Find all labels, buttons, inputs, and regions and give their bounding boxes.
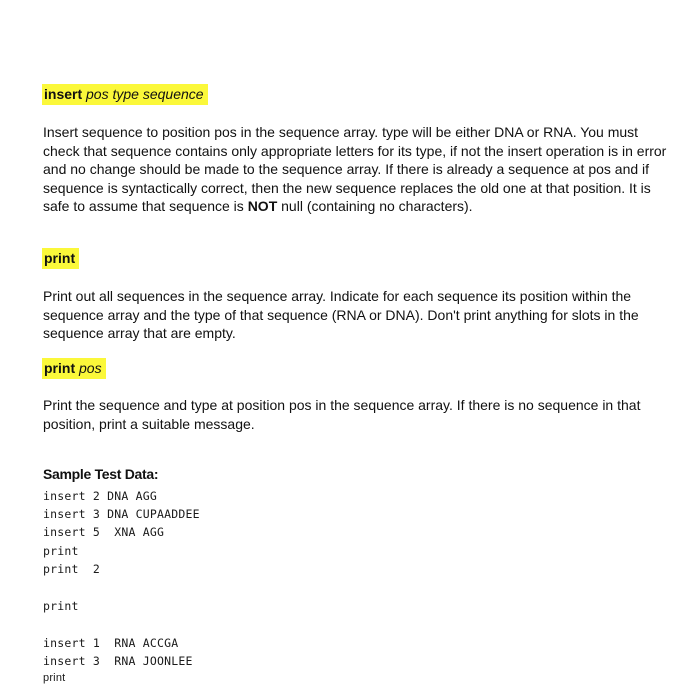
paragraph-text: Insert sequence to position pos in the sequence array. type will be either DNA or RNA. You must check that sequence contains only appropriate letters for its type, if not the insert operation is in error and no change should be made to the sequence array. If there is already a sequence at pos and if sequence is syntactically correct, then the new sequence replaces the old one at that position. It is safe to assume that sequence is [43,124,667,215]
paragraph-bold: NOT [247,198,278,215]
heading-command: print [44,250,76,266]
sample-line: insert 3 DNA CUPAADDEE [43,507,200,521]
print-description [43,287,668,343]
insert-command-heading [42,84,208,105]
sample-line: insert 3 RNA JOONLEE [43,654,193,668]
print-pos-description [43,396,668,433]
heading-command: insert [44,86,83,102]
sample-title: Sample Test Data: [43,466,159,482]
print-pos-command-heading [42,358,106,379]
paragraph-text: Print out all sequences in the sequence array. Indicate for each sequence its position within the sequence array and the type of that sequence (RNA or DNA). Don't print anything for slots in the sequence array that are empty. [43,288,639,342]
sample-line: print 2 [43,562,100,576]
insert-description [43,123,668,216]
sample-line: insert 1 RNA ACCGA [43,636,179,650]
paragraph-tail: null (containing no characters). [277,198,473,215]
paragraph-text: Print the sequence and type at position pos in the sequence array. If there is no sequence in that position, print a suitable message. [43,397,641,432]
sample-line: insert 5 XNA AGG [43,525,165,539]
sample-line: print [43,672,66,684]
heading-args: pos type sequence [86,86,204,102]
sample-line: print [43,599,79,613]
heading-args: pos [79,360,102,376]
heading-command: print [44,360,76,376]
print-command-heading [42,248,79,269]
sample-line: insert 2 DNA AGG [43,489,157,503]
sample-line: print [43,544,79,558]
